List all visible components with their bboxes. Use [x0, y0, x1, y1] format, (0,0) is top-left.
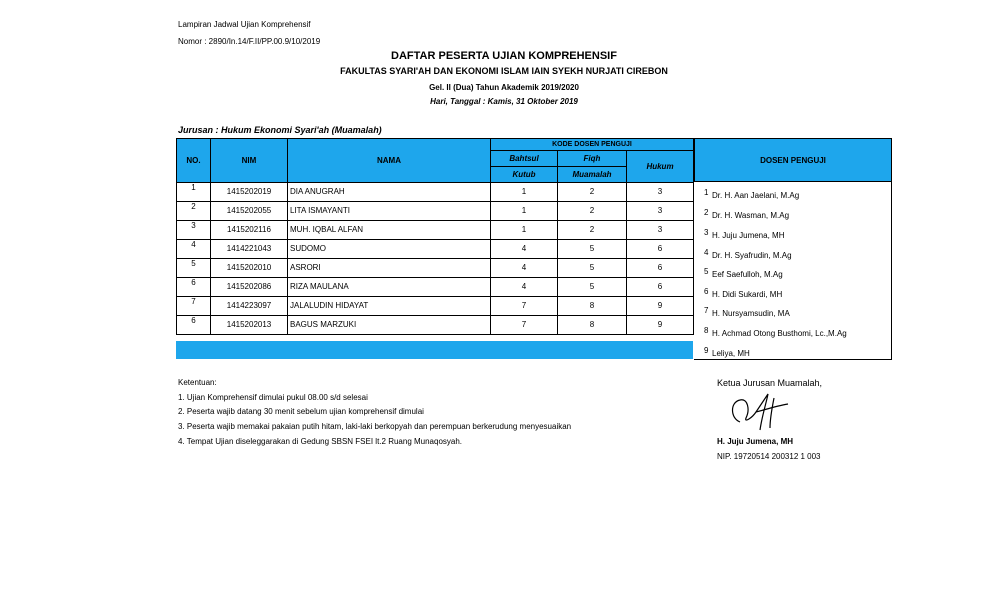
table-row [177, 316, 694, 335]
table-row [177, 202, 694, 221]
col-no-header: NO. [177, 139, 211, 183]
row-bahtsul: 1 [491, 221, 558, 240]
ketentuan-item: 4. Tempat Ujian diseleggarakan di Gedung SBSN FSEI lt.2 Ruang Munaqosyah. [178, 437, 463, 446]
col-bahtsul-header: Bahtsul [491, 151, 558, 167]
dosen-num: 3 [704, 228, 709, 237]
dosen-header: DOSEN PENGUJI [694, 138, 892, 182]
row-hukum: 3 [627, 202, 694, 221]
dosen-name: Dr. H. Wasman, M.Ag [712, 211, 790, 220]
dosen-name: Leliya, MH [712, 349, 750, 358]
row-hukum: 9 [627, 297, 694, 316]
dosen-name: H. Juju Jumena, MH [712, 231, 785, 240]
row-no: 2 [177, 202, 211, 221]
dosen-name: H. Nursyamsudin, MA [712, 309, 790, 318]
row-nim: 1415202116 [211, 221, 288, 240]
dosen-num: 5 [704, 267, 709, 276]
row-bahtsul: 1 [491, 183, 558, 202]
dosen-num: 9 [704, 346, 709, 355]
ketentuan-title: Ketentuan: [178, 378, 217, 387]
date-text: Hari, Tanggal : Kamis, 31 Oktober 2019 [430, 97, 578, 106]
row-no: 6 [177, 316, 211, 335]
row-nama: DIA ANUGRAH [288, 183, 491, 202]
col-nim-header: NIM [211, 139, 288, 183]
row-fiqh: 5 [558, 259, 627, 278]
table-row [177, 297, 694, 316]
nomor-text: Nomor : 2890/In.14/F.II/PP.00.9/10/2019 [178, 37, 321, 46]
row-fiqh: 2 [558, 202, 627, 221]
row-hukum: 3 [627, 183, 694, 202]
dosen-name: H. Achmad Otong Busthomi, Lc.,M.Ag [712, 329, 847, 338]
table-row [177, 183, 694, 202]
document-title: DAFTAR PESERTA UJIAN KOMPREHENSIF [391, 50, 617, 62]
col-nama-header: NAMA [288, 139, 491, 183]
col-fiqh-header: Fiqh [558, 151, 627, 167]
row-nama: JALALUDIN HIDAYAT [288, 297, 491, 316]
row-hukum: 6 [627, 278, 694, 297]
row-hukum: 9 [627, 316, 694, 335]
dosen-num: 7 [704, 306, 709, 315]
row-nim: 1415202010 [211, 259, 288, 278]
table-row [177, 259, 694, 278]
signature-nip: NIP. 19720514 200312 1 003 [717, 452, 821, 461]
col-kode-header: KODE DOSEN PENGUJI [491, 139, 694, 151]
col-kutub-subheader: Kutub [491, 167, 558, 183]
ketentuan-item: 1. Ujian Komprehensif dimulai pukul 08.00 s/d selesai [178, 393, 368, 402]
signature-role: Ketua Jurusan Muamalah, [717, 378, 823, 388]
row-no: 6 [177, 278, 211, 297]
row-no: 5 [177, 259, 211, 278]
row-nama: ASRORI [288, 259, 491, 278]
row-nim: 1414223097 [211, 297, 288, 316]
dosen-num: 6 [704, 287, 709, 296]
row-hukum: 3 [627, 221, 694, 240]
row-no: 4 [177, 240, 211, 259]
col-hukum-header: Hukum [627, 151, 694, 183]
signature-name: H. Juju Jumena, MH [717, 437, 794, 446]
row-bahtsul: 4 [491, 278, 558, 297]
jurusan-label: Jurusan : Hukum Ekonomi Syari'ah (Muamalah) [178, 125, 382, 135]
row-nim: 1415202013 [211, 316, 288, 335]
row-fiqh: 5 [558, 278, 627, 297]
dosen-num: 4 [704, 248, 709, 257]
dosen-name: Dr. H. Syafrudin, M.Ag [712, 251, 792, 260]
dosen-name: H. Didi Sukardi, MH [712, 290, 783, 299]
row-bahtsul: 7 [491, 297, 558, 316]
dosen-name: Eef Saefulloh, M.Ag [712, 270, 783, 279]
row-hukum: 6 [627, 240, 694, 259]
table-row [177, 221, 694, 240]
row-bahtsul: 7 [491, 316, 558, 335]
row-nim: 1415202086 [211, 278, 288, 297]
row-hukum: 6 [627, 259, 694, 278]
row-nim: 1415202055 [211, 202, 288, 221]
period-text: Gel. II (Dua) Tahun Akademik 2019/2020 [429, 83, 579, 92]
row-fiqh: 8 [558, 316, 627, 335]
row-no: 7 [177, 297, 211, 316]
participants-table [176, 138, 694, 335]
dosen-name: Dr. H. Aan Jaelani, M.Ag [712, 191, 800, 200]
table-row [177, 240, 694, 259]
dosen-num: 8 [704, 326, 709, 335]
ketentuan-item: 3. Peserta wajib memakai pakaian putih hitam, laki-laki berkopyah dan perempuan berkerudung menyesuaikan [178, 422, 572, 431]
lampiran-text: Lampiran Jadwal Ujian Komprehensif [178, 20, 311, 29]
row-nama: MUH. IQBAL ALFAN [288, 221, 491, 240]
dosen-num: 1 [704, 188, 709, 197]
row-fiqh: 5 [558, 240, 627, 259]
dosen-num: 2 [704, 208, 709, 217]
faculty-title: FAKULTAS SYARI'AH DAN EKONOMI ISLAM IAIN SYEKH NURJATI CIREBON [340, 66, 668, 76]
row-nama: RIZA MAULANA [288, 278, 491, 297]
row-no: 1 [177, 183, 211, 202]
row-nama: LITA ISMAYANTI [288, 202, 491, 221]
row-bahtsul: 4 [491, 240, 558, 259]
col-muamalah-subheader: Muamalah [558, 167, 627, 183]
signature-image [726, 388, 798, 434]
row-fiqh: 2 [558, 221, 627, 240]
table-footer-bar [176, 341, 693, 359]
row-fiqh: 2 [558, 183, 627, 202]
row-bahtsul: 1 [491, 202, 558, 221]
row-nama: SUDOMO [288, 240, 491, 259]
ketentuan-item: 2. Peserta wajib datang 30 menit sebelum ujian komprehensif dimulai [178, 407, 424, 416]
row-nim: 1415202019 [211, 183, 288, 202]
row-nama: BAGUS MARZUKI [288, 316, 491, 335]
row-bahtsul: 4 [491, 259, 558, 278]
row-no: 3 [177, 221, 211, 240]
row-nim: 1414221043 [211, 240, 288, 259]
row-fiqh: 8 [558, 297, 627, 316]
table-row [177, 278, 694, 297]
